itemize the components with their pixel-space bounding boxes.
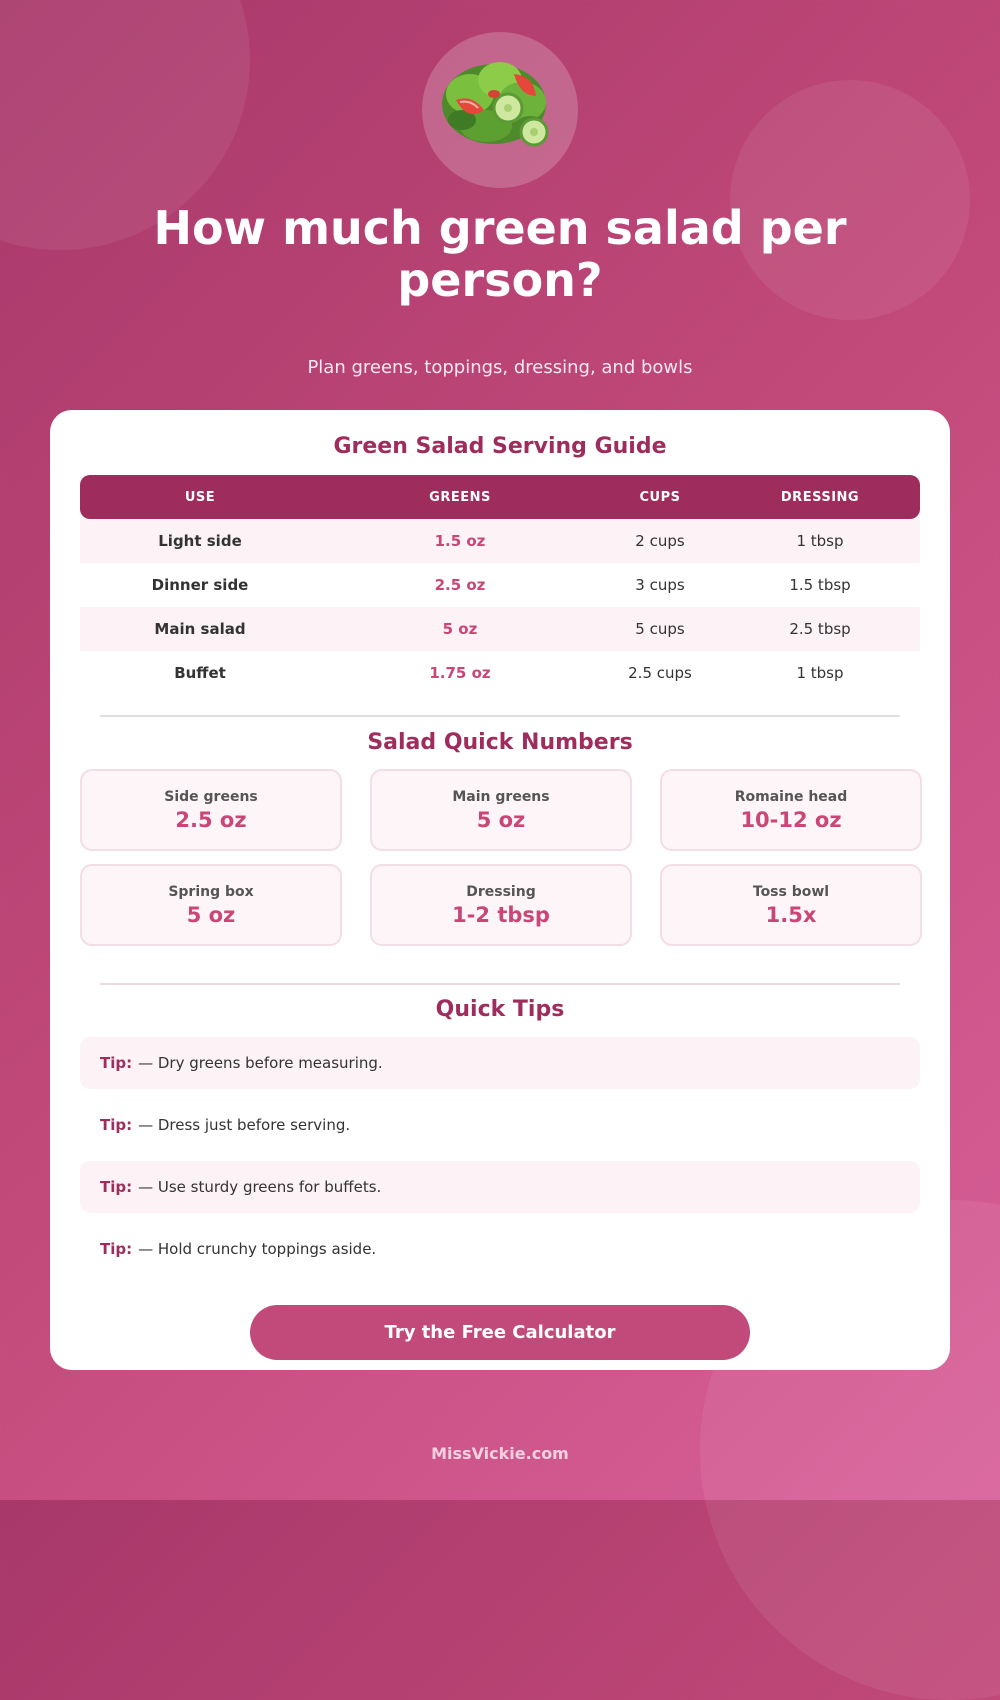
cell-dressing: 1 tbsp xyxy=(796,532,844,550)
free-calculator-button[interactable]: Try the Free Calculator xyxy=(250,1305,750,1360)
tip-item xyxy=(80,1223,920,1275)
tip-label: Tip: xyxy=(100,1054,133,1072)
quick-number-card xyxy=(370,769,632,851)
quick-number-label: Side greens xyxy=(164,789,258,805)
quick-number-value: 2.5 oz xyxy=(175,808,247,832)
quick-tips-title: Quick Tips xyxy=(435,997,565,1022)
serving-guide-table xyxy=(80,475,920,695)
footer-site-link[interactable]: MissVickie.com xyxy=(431,1444,569,1463)
quick-number-value: 10-12 oz xyxy=(740,808,842,832)
quick-number-label: Romaine head xyxy=(734,789,848,805)
cell-cups: 2 cups xyxy=(635,532,685,550)
header-icon-circle xyxy=(422,32,578,188)
cell-dressing: 1 tbsp xyxy=(796,664,844,682)
quick-number-label: Toss bowl xyxy=(752,884,830,900)
quick-number-card xyxy=(370,864,632,946)
quick-number-label: Main greens xyxy=(452,789,550,805)
cell-use: Light side xyxy=(158,532,242,550)
quick-number-value: 5 oz xyxy=(476,808,526,832)
table-header xyxy=(80,475,920,519)
table-row xyxy=(80,519,920,563)
tip-text: — Dress just before serving. xyxy=(138,1116,351,1134)
quick-number-card xyxy=(660,864,922,946)
quick-number-card xyxy=(660,769,922,851)
column-header-use: USE xyxy=(184,489,216,505)
quick-numbers-title: Salad Quick Numbers xyxy=(367,730,633,755)
page-subtitle: Plan greens, toppings, dressing, and bowls xyxy=(307,357,693,378)
quick-number-value: 5 oz xyxy=(186,903,236,927)
tip-text: — Hold crunchy toppings aside. xyxy=(138,1240,377,1258)
column-header-dressing: DRESSING xyxy=(780,489,860,505)
tip-text: — Use sturdy greens for buffets. xyxy=(138,1178,382,1196)
tip-text: — Dry greens before measuring. xyxy=(138,1054,383,1072)
cell-greens: 1.5 oz xyxy=(434,532,486,550)
quick-number-value: 1.5x xyxy=(765,903,817,927)
tip-item xyxy=(80,1037,920,1089)
cell-greens: 1.75 oz xyxy=(429,664,491,682)
cell-use: Main salad xyxy=(154,620,246,638)
quick-number-card xyxy=(80,769,342,851)
tip-item xyxy=(80,1161,920,1213)
quick-number-value: 1-2 tbsp xyxy=(452,903,550,927)
cell-cups: 2.5 cups xyxy=(628,664,692,682)
tip-label: Tip: xyxy=(100,1240,133,1258)
section-divider xyxy=(100,715,900,717)
salad-bowl-icon xyxy=(430,40,570,180)
quick-number-label: Dressing xyxy=(466,884,536,900)
quick-number-card xyxy=(80,864,342,946)
cell-use: Buffet xyxy=(174,664,226,682)
column-header-greens: GREENS xyxy=(429,489,491,505)
cell-greens: 5 oz xyxy=(442,620,478,638)
table-row xyxy=(80,607,920,651)
tip-label: Tip: xyxy=(100,1116,133,1134)
table-row xyxy=(80,563,920,607)
content-card xyxy=(50,410,950,1370)
cell-greens: 2.5 oz xyxy=(434,576,486,594)
section-divider xyxy=(100,983,900,985)
column-header-cups: CUPS xyxy=(639,489,681,505)
table-row xyxy=(80,651,920,695)
page-title: How much green salad per person? xyxy=(153,201,847,307)
cell-dressing: 1.5 tbsp xyxy=(789,576,851,594)
cell-cups: 3 cups xyxy=(635,576,685,594)
quick-tips-list xyxy=(80,1037,920,1285)
tip-item xyxy=(80,1099,920,1151)
cell-use: Dinner side xyxy=(151,576,249,594)
quick-number-label: Spring box xyxy=(168,884,254,900)
cell-dressing: 2.5 tbsp xyxy=(789,620,851,638)
tip-label: Tip: xyxy=(100,1178,133,1196)
serving-guide-title: Green Salad Serving Guide xyxy=(333,434,667,459)
cell-cups: 5 cups xyxy=(635,620,685,638)
